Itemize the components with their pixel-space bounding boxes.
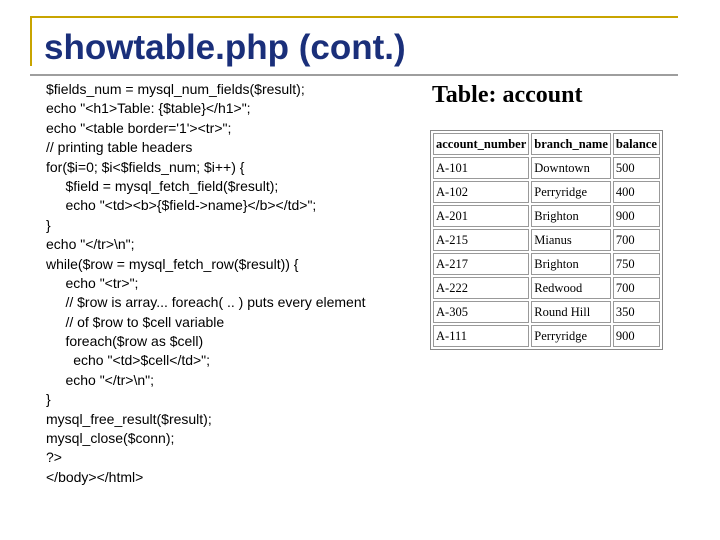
table-cell: A-215 [433,229,529,251]
table-row [433,253,660,275]
code-line: echo "<tr>"; [46,274,139,291]
table-cell: A-222 [433,277,529,299]
table-cell: Redwood [531,277,611,299]
table-cell: 350 [613,301,660,323]
table-row [433,181,660,203]
table-cell: Mianus [531,229,611,251]
code-line: echo "<td><b>{$field->name}</b></td>"; [46,197,317,214]
result-heading: Table: account [432,82,583,108]
column-header: branch_name [531,133,611,155]
column-header: balance [613,133,660,155]
table-cell: 750 [613,253,660,275]
code-block [46,80,366,487]
table-cell: A-201 [433,205,529,227]
table-cell: 900 [613,325,660,347]
table-row [433,229,660,251]
code-line: while($row = mysql_fetch_row($result)) { [46,255,299,272]
code-line: mysql_free_result($result); [46,410,212,427]
table-row [433,325,660,347]
table-cell: Downtown [531,157,611,179]
table-cell: Brighton [531,205,611,227]
code-line: echo "<table border='1'><tr>"; [46,119,232,136]
code-line: echo "</tr>\n"; [46,371,154,388]
table-cell: A-305 [433,301,529,323]
table-cell: A-217 [433,253,529,275]
code-line: // of $row to $cell variable [46,313,225,330]
slide-frame-left [30,16,32,66]
code-line: echo "<td>$cell</td>"; [46,352,211,369]
table-row [433,157,660,179]
code-line: } [46,216,51,233]
code-line: foreach($row as $cell) [46,333,204,350]
table-cell: A-111 [433,325,529,347]
table-cell: 700 [613,229,660,251]
column-header: account_number [433,133,529,155]
code-line: echo "</tr>\n"; [46,236,135,253]
slide-title: showtable.php (cont.) [44,28,406,67]
table-row [433,277,660,299]
table-cell: Brighton [531,253,611,275]
table-cell: A-102 [433,181,529,203]
table-cell: 900 [613,205,660,227]
table-cell: A-101 [433,157,529,179]
code-line: $field = mysql_fetch_field($result); [46,177,279,194]
table-row [433,205,660,227]
result-table-body [433,157,660,347]
code-line: </body></html> [46,468,144,485]
table-cell: 400 [613,181,660,203]
code-line: $fields_num = mysql_num_fields($result); [46,81,305,97]
code-line: mysql_close($conn); [46,430,175,447]
table-cell: Perryridge [531,325,611,347]
table-row [433,301,660,323]
code-line: ?> [46,449,62,466]
title-divider [30,74,678,76]
table-cell: Round Hill [531,301,611,323]
code-line: for($i=0; $i<$fields_num; $i++) { [46,158,245,175]
code-line: // $row is array... foreach( .. ) puts every element [46,294,366,311]
result-table [430,130,663,350]
code-line: echo "<h1>Table: {$table}</h1>"; [46,100,251,117]
table-cell: 700 [613,277,660,299]
slide-frame-top [30,16,678,18]
table-cell: 500 [613,157,660,179]
code-line: } [46,391,51,408]
table-cell: Perryridge [531,181,611,203]
code-line: // printing table headers [46,139,193,156]
result-table-header-row [433,133,660,155]
